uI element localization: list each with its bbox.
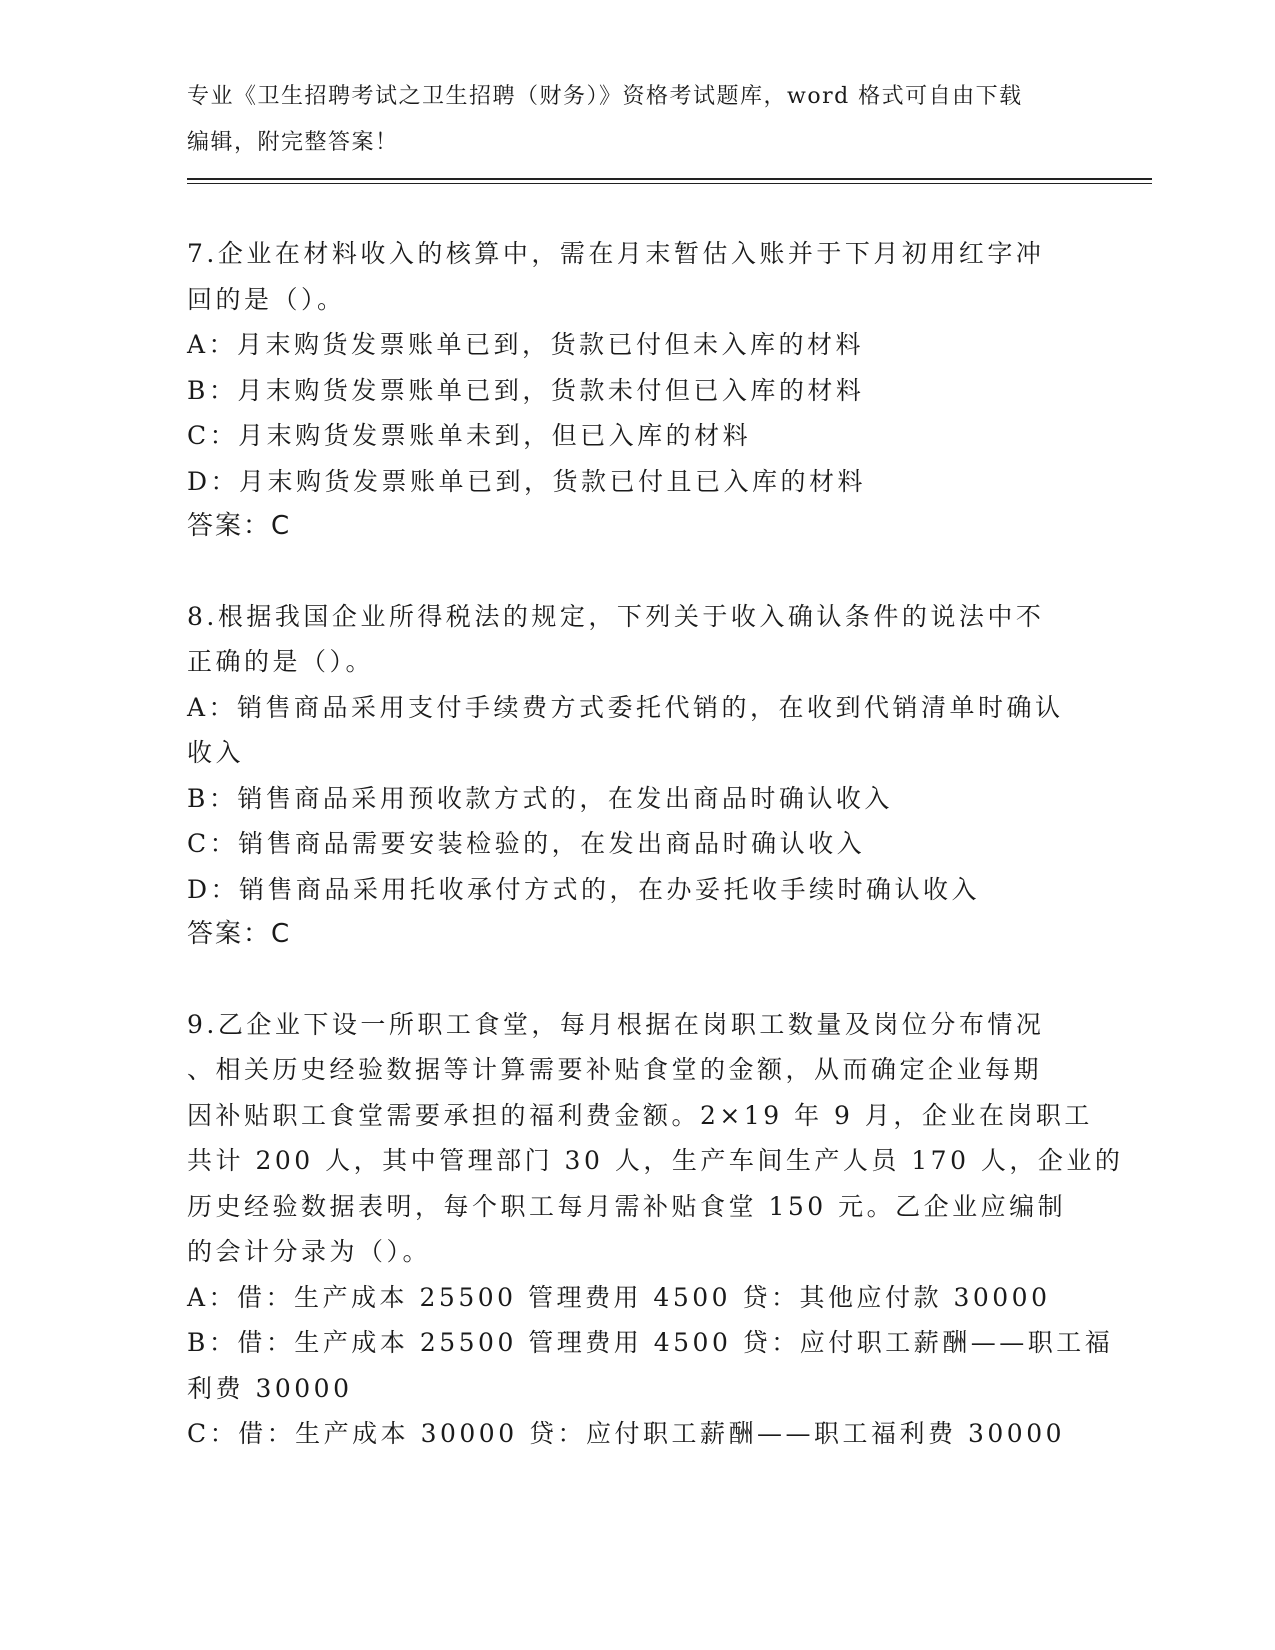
option-b-continued: 利费 30000 [187,1373,353,1403]
question-stem: 7.企业在材料收入的核算中，需在月末暂估入账并于下月初用红字冲 [187,239,1045,268]
question-spacer [187,958,1087,1002]
option-a: A：借：生产成本 25500 管理费用 4500 贷：其他应付款 30000 [187,1282,1051,1312]
question-stem: 历史经验数据表明，每个职工每月需补贴食堂 150 元。乙企业应编制 [187,1191,1067,1221]
option-b: B：月末购货发票账单已到，货款未付但已入库的材料 [187,375,865,405]
option-a: A：月末购货发票账单已到，货款已付但未入库的材料 [187,330,865,359]
question-spacer [187,550,1087,594]
option-a: A：销售商品采用支付手续费方式委托代销的，在收到代销清单时确认 [187,692,1064,722]
header-divider [187,178,1152,180]
question-stem: 8.根据我国企业所得税法的规定，下列关于收入确认条件的说法中不 [187,601,1045,631]
option-d: D：销售商品采用托收承付方式的，在办妥托收手续时确认收入 [187,874,981,904]
question-stem: 共计 200 人，其中管理部门 30 人，生产车间生产人员 170 人，企业的 [187,1146,1124,1175]
question-stem: 正确的是（）。 [187,647,375,676]
option-a-continued: 收入 [187,738,245,767]
question-stem: 9.乙企业下设一所职工食堂，每月根据在岗职工数量及岗位分布情况 [187,1009,1045,1039]
question-block [187,231,1087,550]
question-stem: 回的是（）。 [187,284,346,314]
question-block [187,1002,1124,1457]
option-c: C：借：生产成本 30000 贷：应付职工薪酬——职工福利费 30000 [187,1419,1066,1448]
question-block [187,594,1087,958]
header-line: 专业《卫生招聘考试之卫生招聘（财务）》资格考试题库，word 格式可自由下载 [187,84,1023,109]
question-list [187,231,1124,1457]
option-b: B：销售商品采用预收款方式的，在发出商品时确认收入 [187,783,893,813]
answer-line: 答案：C [187,919,292,949]
question-stem: 的会计分录为（）。 [187,1237,432,1266]
option-d: D：月末购货发票账单已到，货款已付且已入库的材料 [187,466,867,496]
document-header [187,74,1087,165]
option-c: C：销售商品需要安装检验的，在发出商品时确认收入 [187,829,866,858]
question-stem: 、相关历史经验数据等计算需要补贴食堂的金额，从而确定企业每期 [187,1055,1043,1084]
header-line: 编辑，附完整答案！ [187,129,399,155]
option-c: C：月末购货发票账单未到，但已入库的材料 [187,421,752,450]
question-stem: 因补贴职工食堂需要承担的福利费金额。2×19 年 9 月，企业在岗职工 [187,1100,1093,1130]
answer-line: 答案：C [187,511,292,541]
header-divider-thin [187,183,1152,184]
option-b: B：借：生产成本 25500 管理费用 4500 贷：应付职工薪酬——职工福 [187,1328,1114,1357]
